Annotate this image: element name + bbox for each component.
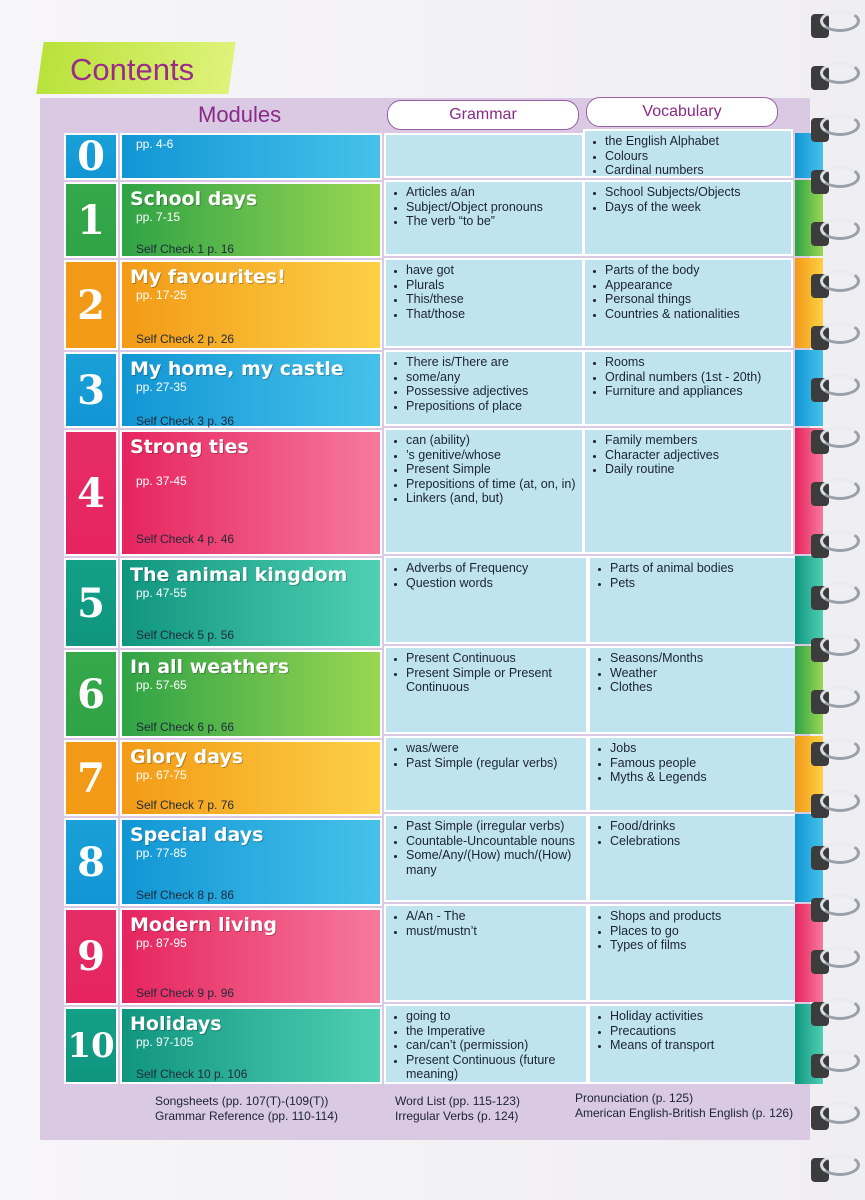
- binding-ring: [820, 998, 860, 1020]
- module-self-check: Self Check 4 p. 46: [136, 532, 235, 546]
- module-self-check: Self Check 5 p. 56: [136, 628, 235, 642]
- grammar-header: Grammar: [387, 100, 579, 130]
- module-row: [64, 182, 384, 258]
- grammar-item: • Adverbs of Frequency: [406, 561, 580, 576]
- grammar-item: • Prepositions of time (at, on, in): [406, 477, 576, 492]
- vocabulary-cell: [588, 736, 802, 812]
- vocabulary-item: • Food/drinks: [610, 819, 794, 834]
- page-title: Contents: [70, 52, 195, 87]
- vocabulary-cell: [588, 1004, 802, 1084]
- module-title-box: [120, 558, 382, 648]
- grammar-item: • Present Continuous: [406, 651, 580, 666]
- module-pages: pp. 67-75: [136, 768, 187, 782]
- grammar-item: • Linkers (and, but): [406, 491, 576, 506]
- module-number: 4: [64, 430, 118, 556]
- vocabulary-item: • Colours: [605, 149, 785, 164]
- module-pages: pp. 37-45: [136, 474, 187, 488]
- vocabulary-item: • the English Alphabet: [605, 134, 785, 149]
- vocabulary-item: • Personal things: [605, 292, 785, 307]
- module-number: 8: [64, 818, 118, 906]
- module-pages: pp. 57-65: [136, 678, 187, 692]
- grammar-item: • Countable-Uncountable nouns: [406, 834, 580, 849]
- module-number: 7: [64, 740, 118, 816]
- module-title-box: [120, 260, 382, 350]
- binding-ring: [820, 322, 860, 344]
- grammar-item: • Possessive adjectives: [406, 384, 576, 399]
- module-number: 1: [64, 182, 118, 258]
- grammar-item: • have got: [406, 263, 576, 278]
- binding-ring: [820, 1102, 860, 1124]
- footer-pronunciation: Pronunciation (p. 125): [575, 1091, 694, 1105]
- grammar-item: • Present Continuous (future meaning): [406, 1053, 580, 1082]
- vocabulary-item: • Parts of the body: [605, 263, 785, 278]
- grammar-cell: [384, 904, 588, 1002]
- module-title-box: [120, 740, 382, 816]
- vocabulary-cell: [588, 646, 802, 734]
- module-row: [64, 352, 384, 428]
- vocabulary-item: • Days of the week: [605, 200, 785, 215]
- module-row: [64, 650, 384, 738]
- vocabulary-item: • Ordinal numbers (1st - 20th): [605, 370, 785, 385]
- module-pages: pp. 97-105: [136, 1035, 194, 1049]
- module-number: 2: [64, 260, 118, 350]
- module-self-check: Self Check 2 p. 26: [136, 332, 235, 346]
- module-pages: pp. 87-95: [136, 936, 187, 950]
- footer-col-3: [575, 1091, 793, 1121]
- footer-songsheets: Songsheets (pp. 107(T)-(109(T)): [155, 1094, 329, 1108]
- grammar-item: • Prepositions of place: [406, 399, 576, 414]
- vocabulary-item: • Character adjectives: [605, 448, 785, 463]
- binding-ring: [820, 478, 860, 500]
- vocabulary-cell: [583, 350, 793, 426]
- vocabulary-item: • Types of films: [610, 938, 794, 953]
- binding-ring: [820, 738, 860, 760]
- module-self-check: Self Check 6 p. 66: [136, 720, 235, 734]
- binding-ring: [820, 62, 860, 84]
- module-self-check: Self Check 1 p. 16: [136, 242, 235, 256]
- grammar-item: • Plurals: [406, 278, 576, 293]
- vocabulary-item: • Parts of animal bodies: [610, 561, 794, 576]
- vocabulary-cell: [588, 814, 802, 902]
- grammar-item: • There is/There are: [406, 355, 576, 370]
- binding-ring: [820, 842, 860, 864]
- module-self-check: Self Check 10 p. 106: [136, 1067, 248, 1081]
- binding-ring: [820, 1154, 860, 1176]
- grammar-item: • some/any: [406, 370, 576, 385]
- binding-ring: [820, 218, 860, 240]
- module-title: The animal kingdom: [130, 564, 348, 586]
- grammar-cell: [384, 814, 588, 902]
- vocabulary-item: • Pets: [610, 576, 794, 591]
- vocabulary-item: • Cardinal numbers: [605, 163, 785, 178]
- vocabulary-item: • Famous people: [610, 756, 794, 771]
- grammar-item: • The verb “to be”: [406, 214, 576, 229]
- grammar-cell: [384, 736, 588, 812]
- grammar-item: • Articles a/an: [406, 185, 576, 200]
- module-number: 9: [64, 908, 118, 1005]
- modules-header: Modules: [198, 102, 282, 127]
- grammar-item: • Some/Any/(How) much/(How) many: [406, 848, 580, 877]
- vocabulary-item: • School Subjects/Objects: [605, 185, 785, 200]
- module-self-check: Self Check 3 p. 36: [136, 414, 235, 428]
- vocabulary-item: • Countries & nationalities: [605, 307, 785, 322]
- module-title: Special days: [130, 824, 264, 846]
- grammar-item: • was/were: [406, 741, 580, 756]
- module-pages: pp. 77-85: [136, 846, 187, 860]
- grammar-item: • must/mustn’t: [406, 924, 580, 939]
- grammar-item: • can (ability): [406, 433, 576, 448]
- grammar-item: • Subject/Object pronouns: [406, 200, 576, 215]
- grammar-item: • This/these: [406, 292, 576, 307]
- vocabulary-item: • Appearance: [605, 278, 785, 293]
- module-title-box: [120, 908, 382, 1005]
- footer-irregular-verbs: Irregular Verbs (p. 124): [395, 1109, 519, 1123]
- binding-ring: [820, 582, 860, 604]
- grammar-item: • Present Simple or Present Continuous: [406, 666, 580, 695]
- footer-col-2: [395, 1094, 520, 1124]
- module-number: 3: [64, 352, 118, 428]
- vocabulary-item: • Clothes: [610, 680, 794, 695]
- vocabulary-item: • Precautions: [610, 1024, 794, 1039]
- grammar-cell: [384, 258, 584, 348]
- module-row: [64, 430, 384, 556]
- vocabulary-item: • Weather: [610, 666, 794, 681]
- footer-col-1: [155, 1094, 338, 1124]
- vocabulary-item: • Jobs: [610, 741, 794, 756]
- vocabulary-item: • Rooms: [605, 355, 785, 370]
- grammar-item: • Question words: [406, 576, 580, 591]
- vocabulary-cell: [588, 904, 802, 1002]
- binding-ring: [820, 114, 860, 136]
- module-title: Glory days: [130, 746, 244, 768]
- grammar-cell: [384, 133, 584, 178]
- vocabulary-item: • Family members: [605, 433, 785, 448]
- module-title: My favourites!: [130, 266, 286, 288]
- binding-ring: [820, 1050, 860, 1072]
- vocabulary-item: • Places to go: [610, 924, 794, 939]
- module-pages: pp. 47-55: [136, 586, 187, 600]
- module-title-box: [120, 1007, 382, 1084]
- binding-ring: [820, 426, 860, 448]
- module-number: 10: [64, 1007, 118, 1084]
- footer-word-list: Word List (pp. 115-123): [395, 1094, 520, 1108]
- vocabulary-item: • Shops and products: [610, 909, 794, 924]
- grammar-item: • Past Simple (irregular verbs): [406, 819, 580, 834]
- module-title: School days: [130, 188, 258, 210]
- module-title-box: [120, 430, 382, 556]
- module-self-check: Self Check 8 p. 86: [136, 888, 235, 902]
- module-title-box: [120, 352, 382, 428]
- vocabulary-item: • Daily routine: [605, 462, 785, 477]
- vocabulary-cell: [583, 180, 793, 256]
- module-pages: pp. 7-15: [136, 210, 181, 224]
- module-row: [64, 558, 384, 648]
- binding-ring: [820, 166, 860, 188]
- vocabulary-header: Vocabulary: [586, 97, 778, 127]
- grammar-cell: [384, 556, 588, 644]
- module-title-box: [120, 650, 382, 738]
- binding-ring: [820, 10, 860, 32]
- module-number: 5: [64, 558, 118, 648]
- module-title-box: [120, 182, 382, 258]
- vocabulary-cell: [583, 428, 793, 554]
- module-title: Strong ties: [130, 436, 249, 458]
- footer-grammar-reference: Grammar Reference (pp. 110-114): [155, 1109, 338, 1123]
- binding-ring: [820, 894, 860, 916]
- grammar-item: • going to: [406, 1009, 580, 1024]
- module-number: 0: [64, 133, 118, 180]
- grammar-item: • A/An - The: [406, 909, 580, 924]
- module-self-check: Self Check 9 p. 96: [136, 986, 235, 1000]
- module-row: [64, 740, 384, 816]
- grammar-item: • Past Simple (regular verbs): [406, 756, 580, 771]
- module-title-box: [120, 818, 382, 906]
- grammar-cell: [384, 428, 584, 554]
- module-title: Holidays: [130, 1013, 222, 1035]
- vocabulary-item: • Means of transport: [610, 1038, 794, 1053]
- grammar-cell: [384, 646, 588, 734]
- binding-ring: [820, 270, 860, 292]
- vocabulary-cell: [583, 129, 793, 178]
- module-row: [64, 908, 384, 1005]
- module-title: In all weathers: [130, 656, 290, 678]
- binding-ring: [820, 634, 860, 656]
- binding-ring: [820, 946, 860, 968]
- module-row: [64, 133, 384, 180]
- module-self-check: Self Check 7 p. 76: [136, 798, 235, 812]
- vocabulary-item: • Holiday activities: [610, 1009, 794, 1024]
- module-title: Modern living: [130, 914, 278, 936]
- grammar-cell: [384, 1004, 588, 1084]
- vocabulary-item: • Myths & Legends: [610, 770, 794, 785]
- module-number: 6: [64, 650, 118, 738]
- binding-ring: [820, 530, 860, 552]
- grammar-cell: [384, 350, 584, 426]
- module-row: [64, 818, 384, 906]
- module-pages: pp. 27-35: [136, 380, 187, 394]
- grammar-item: • That/those: [406, 307, 576, 322]
- module-row: [64, 1007, 384, 1084]
- vocabulary-cell: [588, 556, 802, 644]
- module-pages: pp. 4-6: [136, 137, 174, 151]
- footer-american-british: American English-British English (p. 126): [575, 1106, 794, 1120]
- module-title: My home, my castle: [130, 358, 344, 380]
- binding-ring: [820, 686, 860, 708]
- grammar-item: • ’s genitive/whose: [406, 448, 576, 463]
- binding-ring: [820, 374, 860, 396]
- module-title-box: [120, 133, 382, 180]
- module-row: [64, 260, 384, 350]
- vocabulary-item: • Celebrations: [610, 834, 794, 849]
- binding-ring: [820, 790, 860, 812]
- grammar-cell: [384, 180, 584, 256]
- module-pages: pp. 17-25: [136, 288, 187, 302]
- grammar-item: • can/can’t (permission): [406, 1038, 580, 1053]
- grammar-item: • the Imperative: [406, 1024, 580, 1039]
- vocabulary-item: • Furniture and appliances: [605, 384, 785, 399]
- vocabulary-item: • Seasons/Months: [610, 651, 794, 666]
- grammar-item: • Present Simple: [406, 462, 576, 477]
- vocabulary-cell: [583, 258, 793, 348]
